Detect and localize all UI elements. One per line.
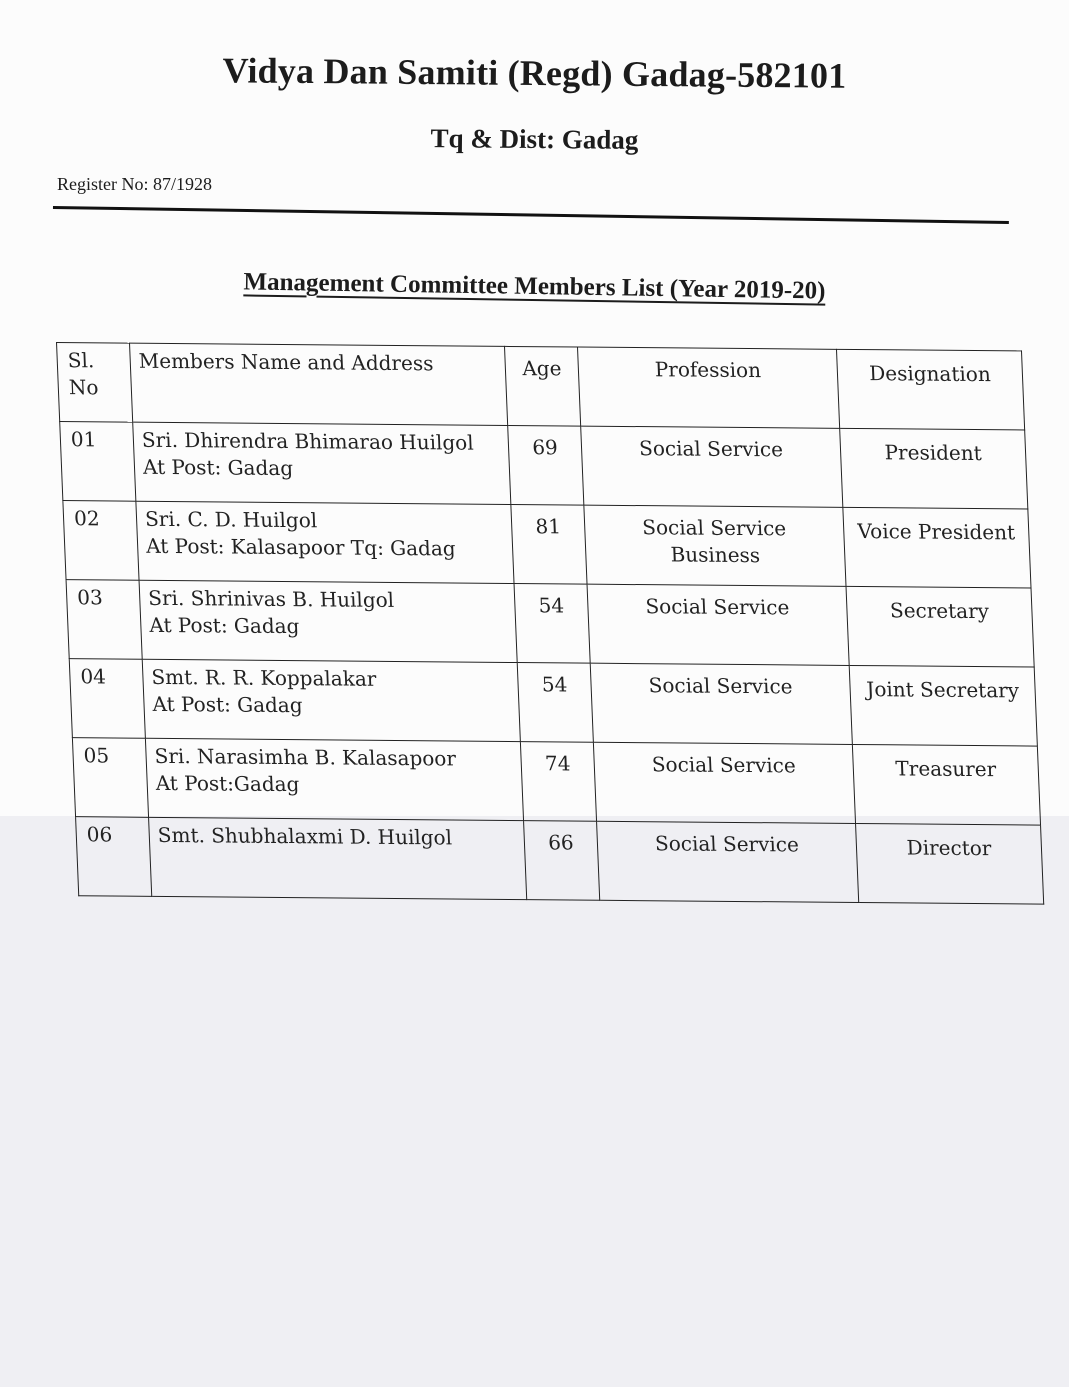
profession-line1: Social Service <box>644 594 790 620</box>
cell-designation: Voice President <box>843 507 1031 588</box>
table-row <box>72 738 1040 825</box>
cell-name-address <box>139 580 517 662</box>
cell-age: 54 <box>514 584 590 664</box>
table-header-row <box>57 343 1025 430</box>
column-header-sl-no <box>57 343 133 423</box>
profession-line1: Social Service <box>651 752 797 778</box>
cell-sl: 06 <box>76 817 152 897</box>
cell-age: 74 <box>520 742 596 822</box>
cell-designation: President <box>840 428 1028 509</box>
cell-designation: Director <box>856 823 1044 904</box>
cell-profession <box>584 505 846 586</box>
member-name: Sri. Dhirendra Bhimarao Huilgol <box>141 427 475 455</box>
cell-name-address <box>145 738 523 820</box>
member-name: Sri. C. D. Huilgol <box>144 506 318 533</box>
profession-line1: Social Service <box>654 831 800 857</box>
register-number: Register No: 87/1928 <box>57 174 212 194</box>
profession-line1: Social Service <box>638 436 784 462</box>
cell-sl: 01 <box>60 422 136 502</box>
header-divider <box>53 206 1009 224</box>
cell-name-address <box>142 659 520 741</box>
profession-line2: Business <box>670 542 761 568</box>
member-name: Smt. R. R. Koppalakar <box>150 664 377 691</box>
cell-sl: 04 <box>69 659 145 739</box>
cell-designation: Joint Secretary <box>849 665 1037 746</box>
organization-location: Tq & Dist: Gadag <box>430 123 639 155</box>
cell-age: 54 <box>517 663 593 743</box>
members-table-wrapper <box>56 342 1044 905</box>
table-row <box>60 422 1028 509</box>
cell-sl: 02 <box>63 501 139 581</box>
table-row <box>69 659 1037 746</box>
cell-name-address <box>133 422 511 504</box>
member-name: Sri. Shrinivas B. Huilgol <box>147 585 395 612</box>
cell-age: 69 <box>508 425 584 505</box>
cell-profession <box>581 426 843 507</box>
cell-age: 81 <box>511 504 587 584</box>
sl-header-line1: Sl. <box>67 348 95 373</box>
cell-age: 66 <box>524 821 600 901</box>
member-address: At Post: Gadag <box>152 691 303 718</box>
organization-title: Vidya Dan Samiti (Regd) Gadag-582101 <box>222 50 847 96</box>
cell-sl: 05 <box>72 738 148 818</box>
cell-designation: Secretary <box>846 586 1034 667</box>
member-name: Sri. Narasimha B. Kalasapoor <box>154 743 457 771</box>
profession-line1: Social Service <box>641 515 787 541</box>
sl-header-line2: No <box>68 375 99 400</box>
cell-designation: Treasurer <box>852 744 1040 825</box>
cell-profession <box>597 821 859 902</box>
cell-name-address <box>149 817 527 899</box>
cell-profession <box>593 742 855 823</box>
members-table <box>56 342 1044 905</box>
profession-line1: Social Service <box>648 673 793 699</box>
cell-profession <box>587 584 849 665</box>
member-address: At Post: Kalasapoor Tq: Gadag <box>145 533 457 561</box>
list-title: Management Committee Members List (Year 2019-20) <box>243 268 826 305</box>
member-address: At Post: Gadag <box>142 454 294 481</box>
table-row <box>76 817 1044 904</box>
cell-sl: 03 <box>66 580 142 660</box>
column-header-age: Age <box>505 346 581 426</box>
member-address: At Post: Gadag <box>148 612 300 639</box>
cell-name-address <box>136 501 514 583</box>
cell-profession <box>590 663 852 744</box>
table-row <box>66 580 1034 667</box>
member-name: Smt. Shubhalaxmi D. Huilgol <box>157 822 453 850</box>
member-address: At Post:Gadag <box>155 770 300 797</box>
column-header-profession: Profession <box>578 347 840 428</box>
table-row <box>63 501 1031 588</box>
column-header-designation: Designation <box>836 349 1024 430</box>
column-header-name: Members Name and Address <box>130 343 508 425</box>
